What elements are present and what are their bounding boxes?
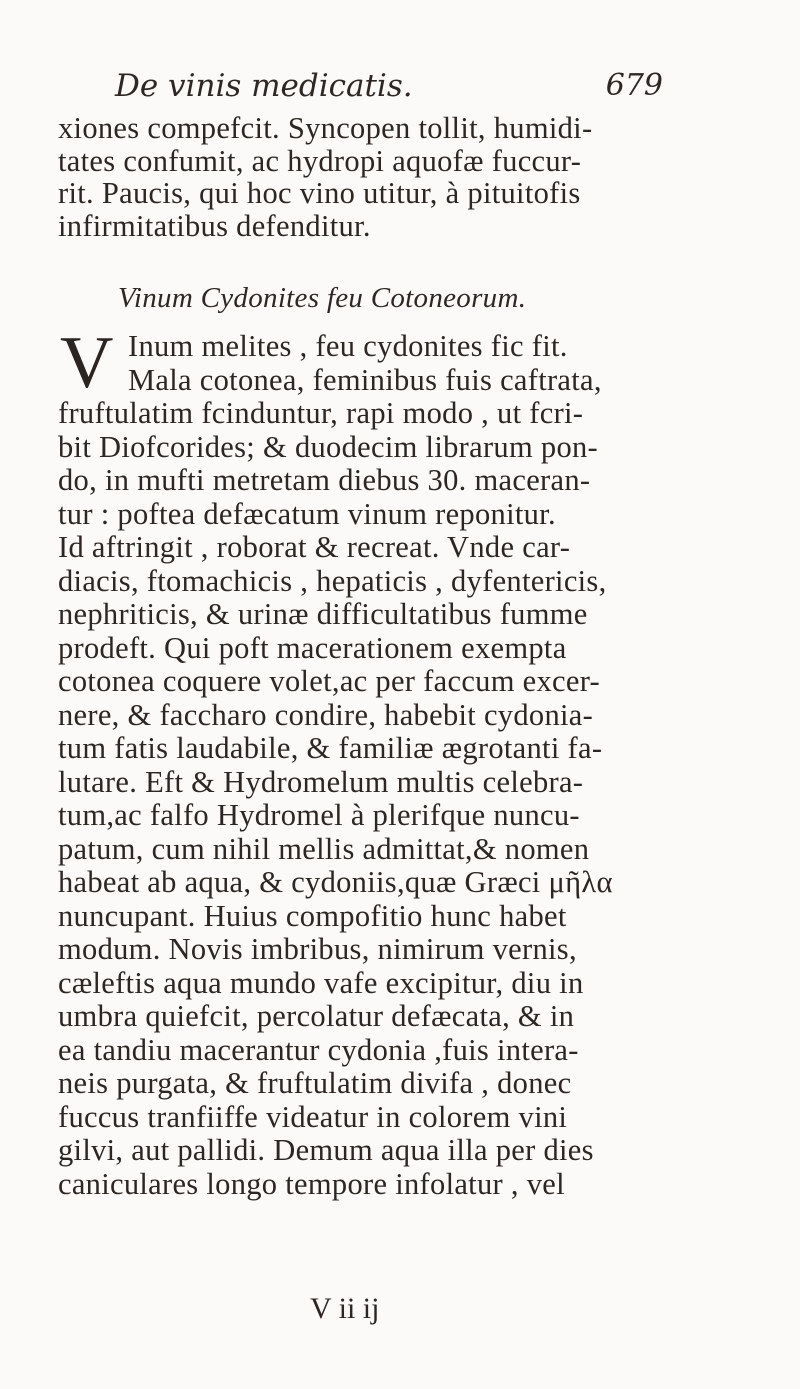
- text-line: patum, cum nihil mellis admittat,& nomen: [58, 831, 590, 866]
- running-head: [115, 68, 675, 112]
- text-line: cotonea coquere volet,ac per faccum excer-: [58, 664, 601, 698]
- text-line: prodeft. Qui poft macerationem exempta: [58, 630, 567, 665]
- text-line: tum fatis laudabile, & familiæ ægrotanti fa-: [58, 731, 603, 765]
- text-line: infirmitatibus defenditur.: [58, 208, 371, 243]
- text-line: tur : poftea defæcatum vinum reponitur.: [58, 496, 556, 531]
- text-line: Inum melites , feu cydonites fic fit.: [128, 329, 568, 363]
- text-line: bit Diofcorides; & duodecim librarum pon-: [58, 429, 599, 464]
- text-line: nephriticis, & urinæ difficultatibus fumme: [58, 597, 588, 631]
- section-heading: Vinum Cydonites feu Cotoneorum.: [118, 282, 527, 314]
- text-line: gilvi, aut pallidi. Demum aqua illa per dies: [58, 1133, 594, 1167]
- text-line: nere, & faccharo condire, habebit cydonia-: [58, 697, 594, 732]
- text-line: habeat ab aqua, & cydoniis,quæ Græci μῆλα: [58, 865, 613, 899]
- text-line: modum. Novis imbribus, nimirum vernis,: [58, 932, 577, 966]
- page-number: 679: [605, 68, 663, 103]
- main-paragraph: [58, 330, 758, 1201]
- text-line: neis purgata, & fruftulatim divifa , donec: [58, 1066, 572, 1100]
- text-line: xiones compefcit. Syncopen tollit, humidi-: [58, 111, 593, 145]
- text-line: fuccus tranfiiffe videatur in colorem vini: [58, 1099, 568, 1134]
- text-line: ea tandiu macerantur cydonia ,fuis intera-: [58, 1032, 579, 1067]
- text-line: tates confumit, ac hydropi aquofæ fuccur-: [58, 143, 582, 178]
- text-line: diacis, ftomachicis , hepaticis , dyfentericis,: [58, 563, 607, 598]
- continued-paragraph: [58, 112, 748, 242]
- text-line: caniculares longo tempore infolatur , vel: [58, 1166, 565, 1201]
- text-line: nuncupant. Huius compofitio hunc habet: [58, 898, 567, 933]
- text-line: tum,ac falfo Hydromel à plerifque nuncu-: [58, 798, 580, 832]
- running-title: De vinis medicatis.: [115, 68, 413, 104]
- drop-initial: V: [60, 322, 114, 404]
- text-line: do, in mufti metretam diebus 30. maceran-: [58, 463, 591, 497]
- text-line: cæleftis aqua mundo vafe excipitur, diu in: [58, 965, 584, 1000]
- text-line: Id aftringit , roborat & recreat. Vnde car-: [58, 530, 571, 564]
- text-line: lutare. Eft & Hydromelum multis celebra-: [58, 764, 584, 799]
- text-line: fruftulatim fcinduntur, rapi modo , ut fcri-: [58, 396, 584, 430]
- text-line: rit. Paucis, qui hoc vino utitur, à pituitofis: [58, 176, 581, 210]
- text-line: umbra quiefcit, percolatur defæcata, & in: [58, 999, 575, 1033]
- catchword: V ii ij: [310, 1292, 380, 1325]
- text-line: Mala cotonea, feminibus fuis caftrata,: [128, 362, 602, 397]
